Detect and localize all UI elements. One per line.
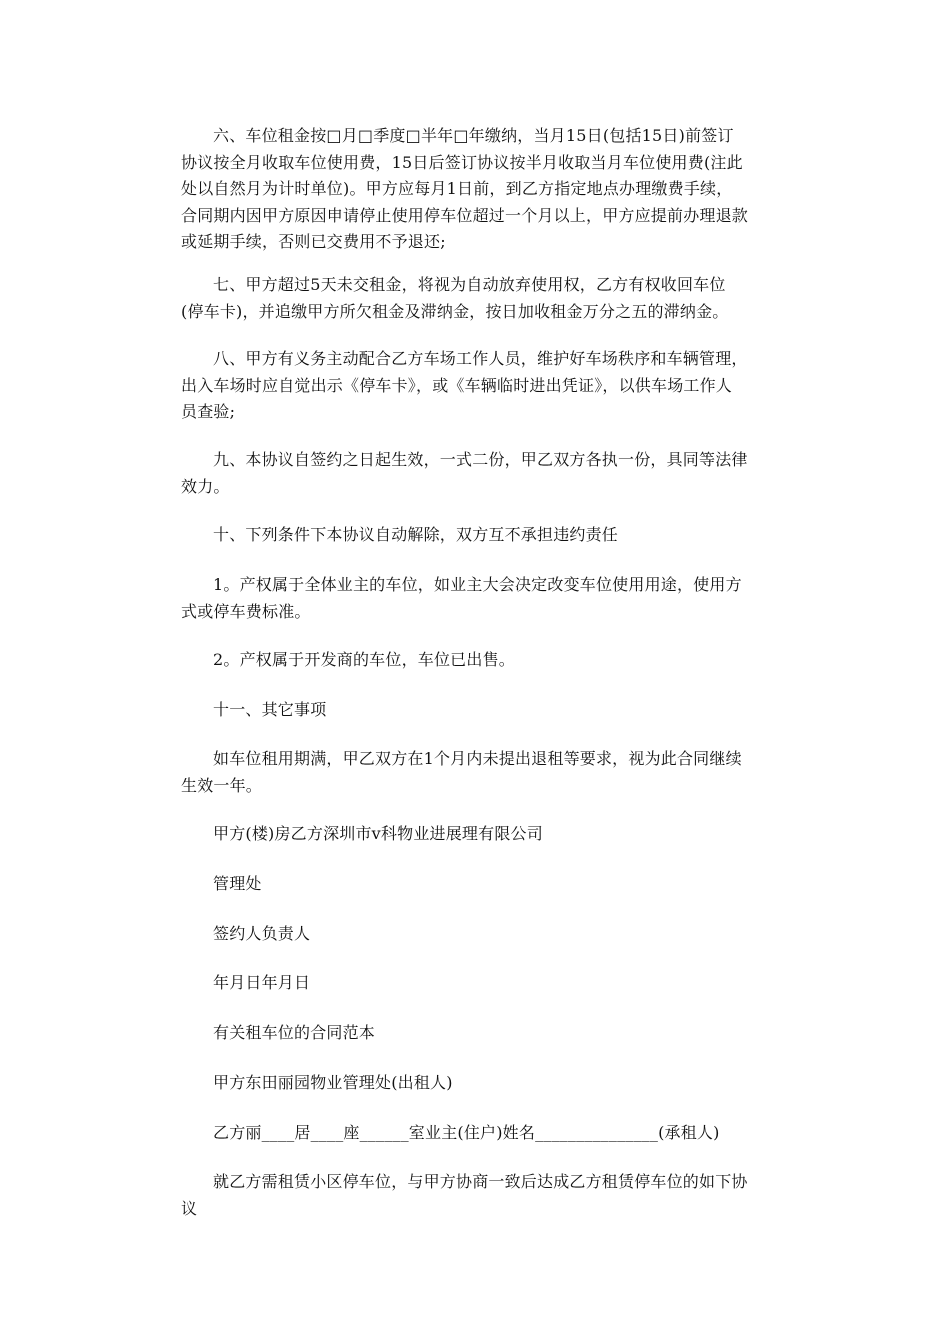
text-line: 合同期内因甲方原因申请停止使用停车位超过一个月以上，甲方应提前办理退款 [181, 205, 749, 225]
clause-10-heading [181, 522, 771, 549]
text-line: 九、本协议自签约之日起生效，一式二份，甲乙双方各执一份，具同等法律 [213, 450, 748, 469]
clause-7-paragraph [181, 272, 771, 325]
clause-11-body [181, 746, 771, 799]
text-line: 员查验; [181, 402, 236, 421]
text-line: 七、甲方超过5天未交租金，将视为自动放弃使用权，乙方有权收回车位 [213, 275, 726, 294]
clause-11-heading [181, 697, 771, 724]
signatory-line [181, 921, 771, 948]
text-line: 生效一年。 [181, 775, 263, 795]
text-line: 甲方(楼)房乙方深圳市v科物业进展理有限公司 [213, 824, 543, 843]
party-line [181, 821, 771, 848]
text-line: 效力。 [181, 476, 230, 496]
clause-10-item-2 [181, 647, 771, 674]
text-line: 1。产权属于全体业主的车位，如业主大会决定改变车位使用用途，使用方 [213, 575, 742, 594]
text-line: 管理处 [213, 874, 262, 893]
text-line: 有关租车位的合同范本 [213, 1023, 376, 1042]
preamble-paragraph [181, 1169, 771, 1222]
text-line: 六、车位租金按□月□季度□半年□年缴纳，当月15日(包括15日)前签订 [213, 126, 734, 145]
text-line: 十一、其它事项 [213, 700, 327, 719]
clause-9-paragraph [181, 447, 771, 500]
clause-8-paragraph [181, 346, 771, 426]
text-line: 处以自然月为计时单位)。甲方应每月1日前，到乙方指定地点办理缴费手续， [181, 179, 733, 198]
office-line [181, 871, 771, 898]
text-line: 签约人负责人 [213, 924, 311, 943]
party-a-line [181, 1070, 771, 1097]
sample-title [181, 1020, 771, 1047]
text-line: (停车卡)，并追缴甲方所欠租金及滞纳金，按日加收租金万分之五的滞纳金。 [181, 301, 729, 321]
text-line: 或延期手续，否则已交费用不予退还; [181, 232, 446, 251]
text-line: 式或停车费标准。 [181, 601, 311, 621]
party-b-line [181, 1120, 771, 1147]
text-line: 就乙方需租赁小区停车位，与甲方协商一致后达成乙方租赁停车位的如下协 [213, 1172, 748, 1191]
text-line: 十、下列条件下本协议自动解除，双方互不承担违约责任 [213, 525, 619, 544]
text-line: 年月日年月日 [213, 973, 311, 992]
date-line [181, 970, 771, 997]
text-line: 协议按全月收取车位使用费，15日后签订协议按半月收取当月车位使用费(注此 [181, 152, 743, 172]
text-line: 出入车场时应自觉出示《停车卡》，或《车辆临时进出凭证》，以供车场工作人 [181, 375, 733, 395]
text-line: 如车位租用期满，甲乙双方在1个月内未提出退租等要求，视为此合同继续 [213, 749, 742, 768]
text-line: 甲方东田丽园物业管理处(出租人) [213, 1073, 453, 1092]
clause-6-paragraph [181, 123, 771, 256]
clause-10-item-1 [181, 572, 771, 625]
text-line: 2。产权属于开发商的车位，车位已出售。 [213, 650, 515, 669]
text-line: 议 [181, 1198, 198, 1218]
text-line: 八、甲方有义务主动配合乙方车场工作人员，维护好车场秩序和车辆管理， [213, 349, 748, 368]
text-line: 乙方丽____居____座______室业主(住户)姓名_______________(承租人) [213, 1123, 720, 1142]
